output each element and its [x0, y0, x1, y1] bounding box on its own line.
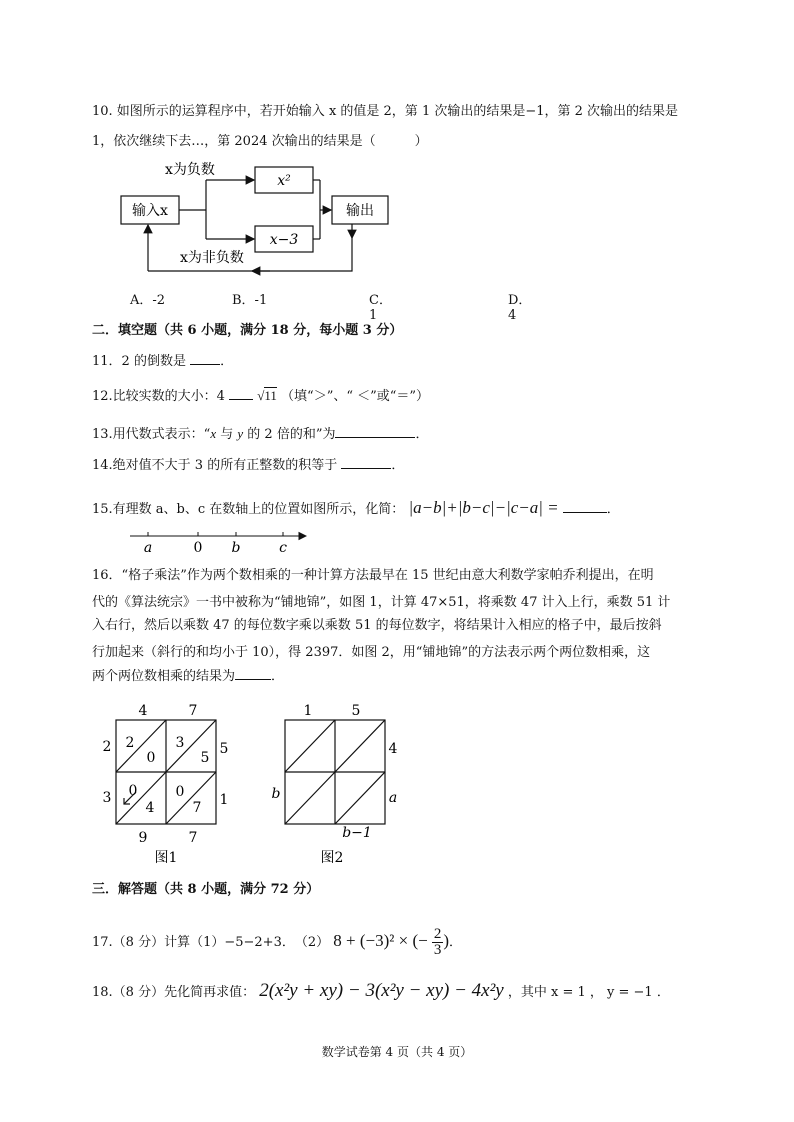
fig1-cell-tr-top: 3 [175, 735, 185, 751]
q12: 12.比较实数的大小：4 √11 （填“＞”、“ ＜”或“＝”） [92, 388, 430, 404]
q17-expression: 8 + (−3)² × (− [333, 931, 428, 950]
q16-blank[interactable] [235, 667, 271, 680]
flow-output-text: 输出 [346, 203, 374, 219]
flow-neg-label: x为负数 [165, 162, 215, 178]
number-line [128, 526, 318, 558]
figure2-lattice [265, 700, 415, 865]
fig1-right-5: 5 [219, 741, 229, 757]
fig2-left-b: b [271, 786, 281, 802]
q16-line2: 代的《算法统宗》一书中被称为“铺地锦”，如图 1，计算 47×51，将乘数 47 计入上行，乘数 51 计 [92, 595, 671, 610]
fig1-bottom-7: 7 [188, 830, 198, 846]
fig1-left-3: 3 [102, 790, 112, 806]
q15: 15.有理数 a、b、c 在数轴上的位置如图所示，化简： |a−b|+|b−c|−|c−a| = ． [92, 498, 620, 517]
section3-heading: 三．解答题（共 8 小题，满分 72 分） [92, 882, 320, 897]
flow-input-text: 输入x [132, 203, 168, 219]
fig2-right-a: a [388, 790, 398, 806]
page-footer: 数学试卷第 4 页（共 4 页） [321, 1045, 473, 1059]
section2-heading: 二．填空题（共 6 小题，满分 18 分，每小题 3 分） [92, 323, 403, 338]
q18: 18.（8 分）先化简再求值： 2(x²y + xy) − 3(x²y − xy) − 4x²y ，其中 x = 1 ， y = −1 ． [92, 980, 670, 1001]
fig1-top-4: 4 [138, 703, 148, 719]
flow-nonneg-label: x为非负数 [180, 250, 244, 266]
option-c[interactable]: C．1 [369, 293, 392, 323]
q16-line4: 行加起来（斜行的和均小于 10），得 2397．如图 2，用“铺地锦”的方法表示两个两位数相乘，这 [92, 645, 651, 660]
fig1-cell-tr-bottom: 5 [200, 750, 210, 766]
q10-line2: 1，依次继续下去…，第 2024 次输出的结果是（ ） [92, 134, 428, 149]
q18-condition: ，其中 x = 1 ， y = −1 ． [507, 985, 670, 1000]
axis-label-a: a [143, 540, 153, 556]
fig2-right-4: 4 [388, 741, 398, 757]
axis-label-b: b [231, 540, 241, 556]
axis-label-0: 0 [193, 540, 203, 556]
q13-blank[interactable] [335, 425, 415, 438]
q15-expression: |a−b|+|b−c|−|c−a| = [408, 498, 559, 517]
fig2-bottom: b−1 [342, 825, 372, 841]
fig1-cell-tl-bottom: 0 [146, 750, 156, 766]
q17: 17.（8 分）计算（1）−5−2+3． （2） 8 + (−3)² × (− $\frac{2}{3}$ )． [92, 926, 463, 958]
q17-fraction: $\frac{2}{3}$ [433, 926, 442, 958]
q14: 14.绝对值不大于 3 的所有正整数的积等于 ． [92, 458, 405, 473]
q18-expression: 2(x²y + xy) − 3(x²y − xy) − 4x²y [259, 980, 504, 1001]
fig1-top-7: 7 [188, 703, 198, 719]
fig1-cell-br-bottom: 7 [192, 800, 202, 816]
q11: 11．2 的倒数是 ． [92, 354, 234, 369]
sqrt-11: √11 [257, 388, 277, 403]
q10-line1: 10. 如图所示的运算程序中，若开始输入 x 的值是 2，第 1 次输出的结果是−1，第 2 次输出的结果是 [92, 104, 679, 119]
fig2-top-1: 1 [303, 703, 313, 719]
fig1-cell-tl-top: 2 [125, 735, 135, 751]
fig1-right-1: 1 [219, 792, 229, 808]
option-a[interactable]: A．-2 [130, 293, 166, 308]
fig2-caption: 图2 [320, 850, 344, 865]
fig1-caption: 图1 [154, 850, 178, 865]
q15-blank[interactable] [563, 500, 607, 513]
q14-blank[interactable] [341, 456, 391, 469]
flow-minus-text: x−3 [269, 232, 299, 248]
fig2-top-5: 5 [351, 703, 361, 719]
flowchart [110, 160, 410, 280]
option-b[interactable]: B．-1 [232, 293, 268, 308]
fig1-cell-bl-bottom: 4 [145, 800, 155, 816]
axis-label-c: c [279, 540, 287, 556]
fig1-bottom-9: 9 [138, 830, 148, 846]
q12-blank[interactable] [229, 387, 253, 400]
q13: 13.用代数式表示：“x 与 y 的 2 倍的和”为 ． [92, 426, 429, 442]
q16-line1: 16．“格子乘法”作为两个数相乘的一种计算方法最早在 15 世纪由意大利数学家帕乔利提出，在明 [92, 568, 654, 583]
fig1-cell-bl-top: 0 [128, 783, 138, 799]
q16-line3: 入右行，然后以乘数 47 的每位数字乘以乘数 51 的每位数字，将结果计入相应的格子中，最后按斜 [92, 618, 662, 633]
option-d[interactable]: D．4 [508, 293, 532, 323]
q11-blank[interactable] [190, 352, 220, 365]
fig1-cell-br-top: 0 [175, 784, 185, 800]
q16-line5: 两个两位数相乘的结果为 ． [92, 669, 285, 684]
flow-square-text: x² [277, 173, 291, 189]
fig1-left-2: 2 [102, 739, 112, 755]
figure1-lattice [96, 700, 246, 865]
